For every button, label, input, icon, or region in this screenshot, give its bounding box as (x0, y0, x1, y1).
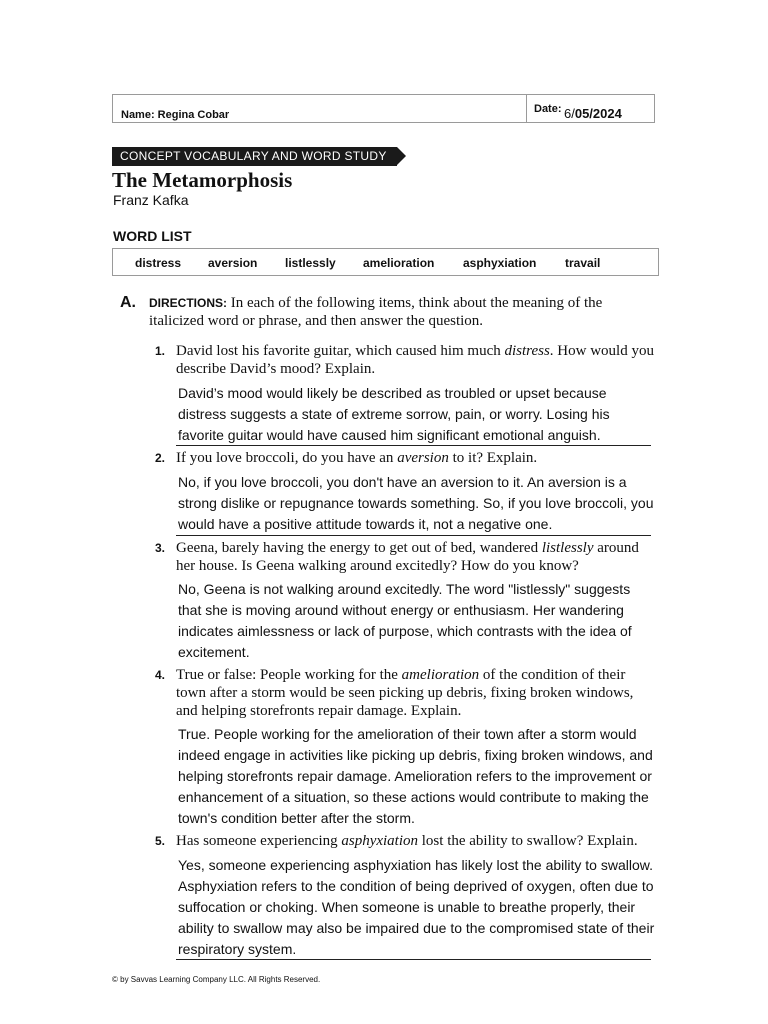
word-amelioration: amelioration (363, 256, 435, 270)
word-asphyxiation: asphyxiation (463, 256, 537, 270)
answer-rule (176, 535, 651, 536)
section-banner: CONCEPT VOCABULARY AND WORD STUDY (112, 147, 397, 166)
vocab-word-italic: distress (504, 343, 550, 359)
word-list-heading: WORD LIST (113, 228, 192, 244)
date-value (564, 106, 622, 121)
question-number: 5. (155, 834, 166, 848)
answer-text: True. People working for the amelioration of their town after a storm would indeed engage in activities like picking up debris, fixing broken windows, and helping storefronts repair damage. Amelioration refers to the improvement or enhancement of a situation, so these actions would contribute to making the town's condition better after the storm. (178, 726, 653, 826)
answer-rule (176, 959, 651, 960)
vocab-word-italic: listlessly (541, 540, 594, 556)
answer-text: No, Geena is not walking around excitedly. The word "listlessly" suggests that she is moving around without energy or enthusiasm. Her wandering indicates aimlessness or lack of purpose, which contrasts with the idea of excitement. (178, 581, 632, 660)
question-text-part: Has someone experiencing (176, 833, 342, 849)
student-name: Name: Regina Cobar (121, 109, 230, 121)
word-listlessly: listlessly (285, 256, 336, 270)
name-date-box (112, 94, 655, 123)
copyright-footer: © by Savvas Learning Company LLC. All Rights Reserved. (112, 975, 321, 984)
answer-text: No, if you love broccoli, you don't have an aversion to it. An aversion is a strong dislike or repugnance towards something. So, if you love broccoli, you would have a positive attitude towards it, not a negative one. (178, 474, 654, 532)
answer-text: Yes, someone experiencing asphyxiation has likely lost the ability to swallow. Asphyxiation refers to the condition of being deprived of oxygen, often due to suffocation or choking. When someone is unable to breathe properly, their ability to swallow may also be impaired due to the compromised state of their respiratory system. (178, 857, 655, 957)
question-text-part: . How would you describe David’s mood? Explain. (176, 343, 654, 377)
directions-text: In each of the following items, think about the meaning of the italicized word or phrase, and then answer the question. (149, 295, 603, 329)
question-text-part: of the condition of their town after a storm would be seen picking up debris, fixing broken windows, and helping storefronts repair damage. Explain. (176, 667, 634, 719)
question-text-part: Geena, barely having the energy to get out of bed, wandered (176, 540, 542, 556)
question-number: 2. (155, 451, 166, 465)
question-text-part: True or false: People working for the (176, 667, 402, 683)
name-date-divider (526, 95, 527, 123)
question-text (176, 342, 656, 378)
question-text (176, 449, 656, 467)
author: Franz Kafka (113, 192, 189, 208)
question-text-part: around her house. Is Geena walking around excitedly? How do you know? (176, 540, 639, 574)
page-title: The Metamorphosis (112, 168, 293, 192)
vocab-word-italic: aversion (397, 450, 449, 466)
question-text (176, 666, 656, 720)
date-day-year: 05/2024 (574, 106, 622, 121)
word-travail: travail (565, 256, 601, 270)
section-letter: A. (120, 294, 136, 311)
question-number: 4. (155, 668, 166, 682)
vocab-word-italic: asphyxiation (341, 833, 419, 849)
question-text-part: If you love broccoli, do you have an (176, 450, 398, 466)
question-text (176, 539, 656, 575)
word-distress: distress (135, 256, 182, 270)
directions (149, 294, 649, 330)
directions-label: DIRECTIONS: (149, 296, 227, 310)
question-text-part: to it? Explain. (448, 450, 538, 466)
word-list-box (112, 248, 659, 276)
date-label: Date: (534, 103, 562, 115)
question-text-part: lost the ability to swallow? Explain. (418, 833, 638, 849)
answer-rule (176, 445, 651, 446)
question-number: 1. (155, 344, 166, 358)
date-month: 6/ (564, 106, 575, 121)
question-text (176, 832, 656, 850)
question-text-part: David lost his favorite guitar, which caused him much (176, 343, 505, 359)
vocab-word-italic: amelioration (401, 667, 480, 683)
answer-text: David’s mood would likely be described as troubled or upset because distress suggests a state of extreme sorrow, pain, or worry. Losing his favorite guitar would have caused him significant emotional anguish. (178, 385, 610, 443)
question-number: 3. (155, 541, 166, 555)
word-aversion: aversion (208, 256, 258, 270)
